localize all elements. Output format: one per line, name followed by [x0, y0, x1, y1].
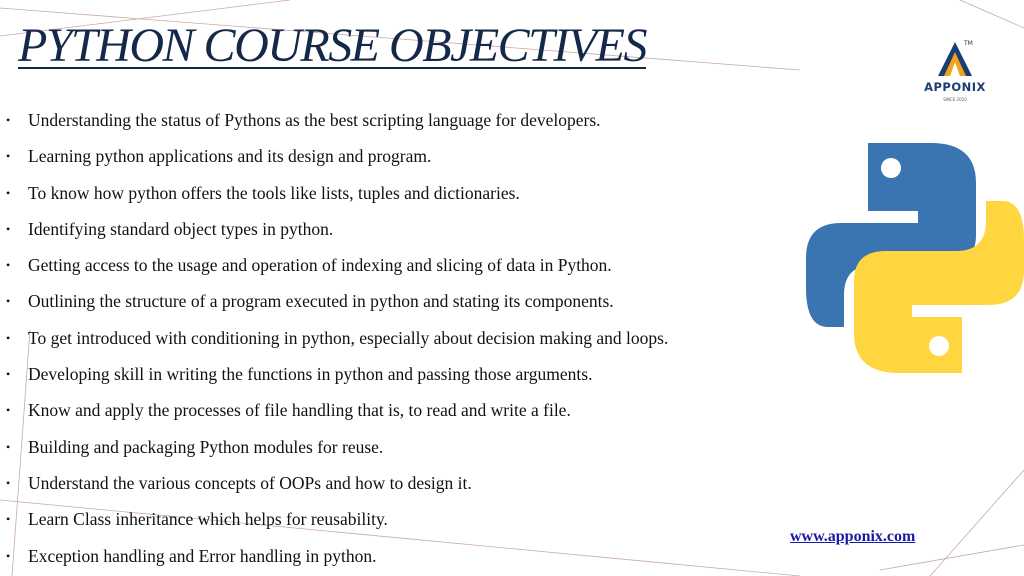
bullet: • — [6, 221, 11, 236]
list-item — [0, 138, 668, 174]
bullet: • — [6, 294, 11, 309]
objective-text: Understand the various concepts of OOPs and how to design it. — [28, 472, 472, 493]
objective-text: Learn Class inheritance which helps for reusability. — [28, 509, 388, 530]
list-item — [0, 465, 668, 501]
bullet: • — [6, 185, 11, 200]
list-item — [0, 320, 668, 356]
bullet: • — [6, 512, 11, 527]
objective-text: To get introduced with conditioning in python, especially about decision making and loops. — [28, 327, 669, 348]
list-item — [0, 392, 668, 428]
bullet: • — [6, 548, 11, 563]
list-item — [0, 429, 668, 465]
objective-text: To know how python offers the tools like lists, tuples and dictionaries. — [28, 182, 520, 203]
bullet: • — [6, 475, 11, 490]
website-link[interactable]: www.apponix.com — [790, 528, 916, 545]
page-title: PYTHON COURSE OBJECTIVES — [18, 19, 646, 72]
objective-text: Exception handling and Error handling in python. — [28, 545, 377, 566]
bullet: • — [6, 330, 11, 345]
trademark-mark: TM — [964, 40, 973, 47]
list-item — [0, 356, 668, 392]
logo-name: APPONIX — [924, 80, 986, 94]
objective-text: Identifying standard object types in python. — [28, 218, 334, 239]
objective-text: Outlining the structure of a program executed in python and stating its components. — [28, 291, 614, 312]
bullet: • — [6, 149, 11, 164]
bullet: • — [6, 113, 11, 127]
list-item — [0, 283, 668, 319]
objective-text: Developing skill in writing the functions in python and passing those arguments. — [28, 364, 593, 385]
bullet: • — [6, 439, 11, 454]
list-item — [0, 247, 668, 283]
objective-text: Learning python applications and its design and program. — [28, 146, 432, 167]
bullet: • — [6, 403, 11, 418]
list-item — [0, 175, 668, 211]
objective-text: Getting access to the usage and operation of indexing and slicing of data in Python. — [28, 255, 612, 276]
objective-text: Building and packaging Python modules for reuse. — [28, 436, 384, 457]
objective-text: Understanding the status of Pythons as the best scripting language for developers. — [28, 110, 601, 130]
python-logo-icon — [806, 143, 1024, 373]
logo-since: SINCE 2010 — [943, 97, 967, 102]
apponix-logo — [912, 40, 1002, 112]
list-item — [0, 501, 668, 537]
list-item — [0, 538, 668, 574]
bullet: • — [6, 367, 11, 382]
objectives-list — [0, 102, 668, 574]
objective-text: Know and apply the processes of file handling that is, to read and write a file. — [28, 400, 571, 421]
list-item — [0, 102, 668, 138]
bullet: • — [6, 258, 11, 273]
list-item — [0, 211, 668, 247]
